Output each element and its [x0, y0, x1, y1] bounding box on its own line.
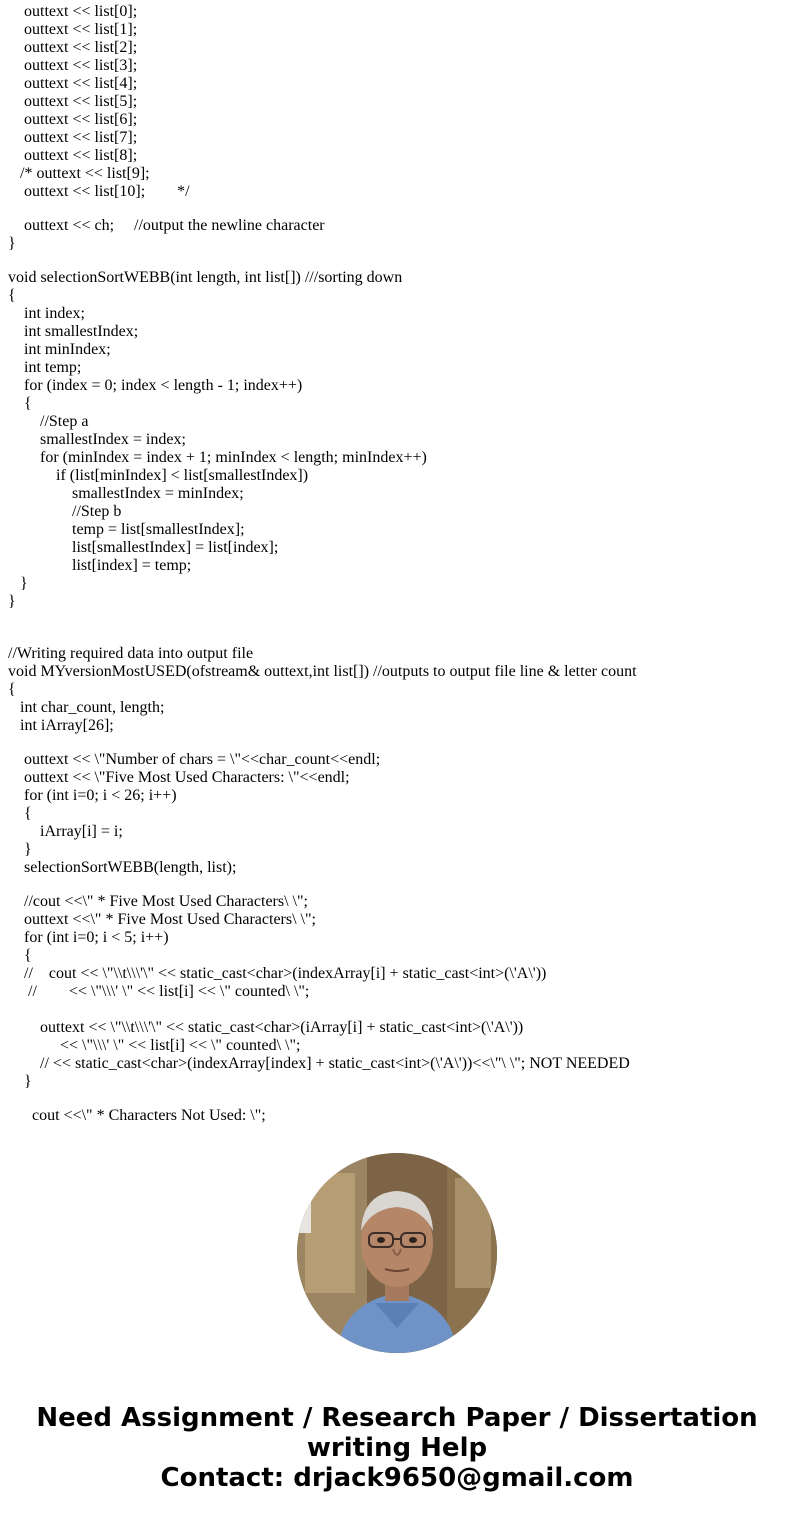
code-line: cout <<\" * Characters Not Used: \"; — [8, 1107, 266, 1124]
code-line: selectionSortWEBB(length, list); — [8, 859, 237, 876]
code-block-5 — [8, 751, 788, 877]
code-line: outtext << \"Five Most Used Characters: \"<<endl; — [8, 769, 350, 786]
code-line: if (list[minIndex] < list[smallestIndex]) — [8, 467, 309, 484]
code-line: } — [8, 593, 16, 610]
code-line: void selectionSortWEBB(int length, int list[]) ///sorting down — [8, 269, 403, 286]
code-line: << \"\\\' \" << list[i] << \" counted\ \"; — [8, 1037, 301, 1054]
code-line: } — [8, 1073, 32, 1090]
code-line: { — [8, 681, 16, 698]
code-block-7 — [8, 1107, 788, 1125]
code-line: int index; — [8, 305, 85, 322]
code-line: outtext << list[8]; — [8, 147, 138, 164]
code-line: outtext << ch; //output the newline character — [8, 217, 325, 234]
code-line: for (int i=0; i < 5; i++) — [8, 929, 169, 946]
code-block-3 — [8, 269, 788, 611]
banner-line-1: Need Assignment / Research Paper / Dissertation — [36, 1403, 758, 1433]
code-line: outtext << \"\\t\\\'\" << static_cast<char>(iArray[i] + static_cast<int>(\'A\')) — [8, 1019, 524, 1036]
code-line: /* outtext << list[9]; — [8, 165, 150, 182]
code-line: int iArray[26]; — [8, 717, 114, 734]
code-line: smallestIndex = index; — [8, 431, 186, 448]
portrait-image — [297, 1153, 497, 1353]
code-line: outtext << list[0]; — [8, 3, 138, 20]
code-line: outtext << list[4]; — [8, 75, 138, 92]
code-line: int temp; — [8, 359, 82, 376]
code-line: int smallestIndex; — [8, 323, 139, 340]
code-line: outtext << list[10]; */ — [8, 183, 190, 200]
code-line: temp = list[smallestIndex]; — [8, 521, 245, 538]
banner-line-2: writing Help — [306, 1433, 488, 1463]
code-line: } — [8, 841, 32, 858]
author-photo — [297, 1153, 497, 1353]
contact-banner — [0, 1403, 794, 1493]
code-line: list[index] = temp; — [8, 557, 192, 574]
code-line: { — [8, 395, 32, 412]
code-line: outtext << list[5]; — [8, 93, 138, 110]
code-line: outtext <<\" * Five Most Used Characters\ \"; — [8, 911, 316, 928]
code-block-2 — [8, 217, 788, 253]
code-block-1 — [8, 3, 788, 201]
code-line: outtext << list[2]; — [8, 39, 138, 56]
code-line: outtext << list[6]; — [8, 111, 138, 128]
code-line: outtext << \"Number of chars = \"<<char_count<<endl; — [8, 751, 381, 768]
code-line: } — [8, 575, 28, 592]
code-line: //cout <<\" * Five Most Used Characters\ \"; — [8, 893, 308, 910]
code-line: outtext << list[3]; — [8, 57, 138, 74]
code-line: outtext << list[7]; — [8, 129, 138, 146]
code-line: list[smallestIndex] = list[index]; — [8, 539, 279, 556]
code-listing — [8, 0, 788, 1125]
code-line: iArray[i] = i; — [8, 823, 123, 840]
code-line: //Step a — [8, 413, 89, 430]
code-line: int char_count, length; — [8, 699, 165, 716]
code-block-6 — [8, 893, 788, 1091]
code-line: for (minIndex = index + 1; minIndex < length; minIndex++) — [8, 449, 427, 466]
code-line: { — [8, 947, 32, 964]
code-line: for (int i=0; i < 26; i++) — [8, 787, 177, 804]
code-line: for (index = 0; index < length - 1; index++) — [8, 377, 303, 394]
banner-contact-email: Contact: drjack9650@gmail.com — [160, 1463, 634, 1493]
code-line: { — [8, 287, 16, 304]
code-line: { — [8, 805, 32, 822]
code-line: //Writing required data into output file — [8, 645, 254, 662]
code-line: int minIndex; — [8, 341, 111, 358]
code-line: // << \"\\\' \" << list[i] << \" counted\ \"; — [8, 983, 310, 1000]
code-line: outtext << list[1]; — [8, 21, 138, 38]
code-line: smallestIndex = minIndex; — [8, 485, 244, 502]
code-line: } — [8, 235, 16, 252]
code-line: // << static_cast<char>(indexArray[index] + static_cast<int>(\'A\'))<<\"\ \"; NOT NEEDED — [8, 1055, 630, 1072]
code-line: void MYversionMostUSED(ofstream& outtext,int list[]) //outputs to output file line & letter count — [8, 663, 637, 680]
code-block-4 — [8, 645, 788, 735]
code-line — [8, 1001, 788, 1019]
code-line: // cout << \"\\t\\\'\" << static_cast<char>(indexArray[i] + static_cast<int>(\'A\')) — [8, 965, 547, 982]
code-line: //Step b — [8, 503, 122, 520]
